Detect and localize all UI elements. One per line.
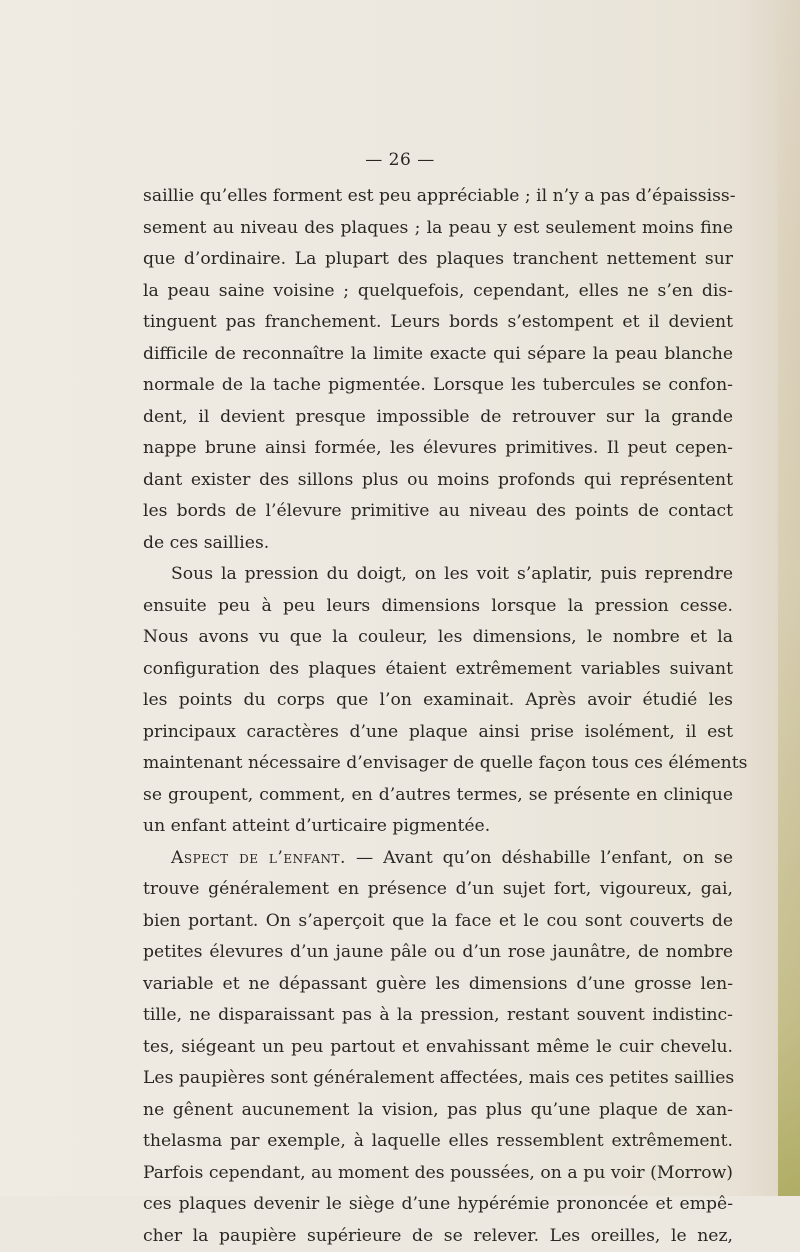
text-line: Parfois cependant, au moment des poussées, on a pu voir (Morrow)	[143, 1158, 733, 1190]
text-line: que d’ordinaire. La plupart des plaques tranchent nettement sur	[143, 244, 733, 276]
page-number: — 26 —	[0, 150, 800, 170]
text-line: de ces saillies.	[143, 528, 733, 560]
text-line: dant exister des sillons plus ou moins profonds qui représentent	[143, 465, 733, 497]
text-line: difficile de reconnaître la limite exacte qui sépare la peau blanche	[143, 339, 733, 371]
text-line: variable et ne dépassant guère les dimensions d’une grosse len-	[143, 969, 733, 1001]
text-line: cher la paupière supérieure de se relever. Les oreilles, le nez,	[143, 1221, 733, 1252]
text-line: ne gênent aucunement la vision, pas plus qu’une plaque de xan-	[143, 1095, 733, 1127]
text-line: les points du corps que l’on examinait. Après avoir étudié les	[143, 685, 733, 717]
body-text	[143, 181, 733, 1252]
text-line: ensuite peu à peu leurs dimensions lorsque la pression cesse.	[143, 591, 733, 623]
text-line: maintenant nécessaire d’envisager de quelle façon tous ces éléments	[143, 748, 733, 780]
text-line: Nous avons vu que la couleur, les dimensions, le nombre et la	[143, 622, 733, 654]
text-line: thelasma par exemple, à laquelle elles ressemblent extrêmement.	[143, 1126, 733, 1158]
text-line: ces plaques devenir le siège d’une hypérémie prononcée et empê-	[143, 1189, 733, 1221]
text-line: Les paupières sont généralement affectées, mais ces petites saillies	[143, 1063, 733, 1095]
text-line: saillie qu’elles forment est peu appréciable ; il n’y a pas d’épaississ-	[143, 181, 733, 213]
text-line: bien portant. On s’aperçoit que la face et le cou sont couverts de	[143, 906, 733, 938]
section-heading-continuation: — Avant qu’on déshabille l’enfant, on se	[346, 848, 733, 868]
text-line: principaux caractères d’une plaque ainsi prise isolément, il est	[143, 717, 733, 749]
section-heading-line	[143, 843, 733, 875]
text-line: nappe brune ainsi formée, les élevures primitives. Il peut cepen-	[143, 433, 733, 465]
text-line: se groupent, comment, en d’autres termes, se présente en clinique	[143, 780, 733, 812]
text-line: configuration des plaques étaient extrêmement variables suivant	[143, 654, 733, 686]
text-line: petites élevures d’un jaune pâle ou d’un rose jaunâtre, de nombre	[143, 937, 733, 969]
text-line: trouve généralement en présence d’un sujet fort, vigoureux, gai,	[143, 874, 733, 906]
text-line: dent, il devient presque impossible de retrouver sur la grande	[143, 402, 733, 434]
paper-edge-stain	[778, 0, 800, 1196]
text-line: tinguent pas franchement. Leurs bords s’estompent et il devient	[143, 307, 733, 339]
text-line: un enfant atteint d’urticaire pigmentée.	[143, 811, 733, 843]
text-line: tille, ne disparaissant pas à la pression, restant souvent indistinc-	[143, 1000, 733, 1032]
text-line: sement au niveau des plaques ; la peau y est seulement moins fine	[143, 213, 733, 245]
text-line: la peau saine voisine ; quelquefois, cependant, elles ne s’en dis-	[143, 276, 733, 308]
text-line: tes, siégeant un peu partout et envahissant même le cuir chevelu.	[143, 1032, 733, 1064]
text-line: les bords de l’élevure primitive au niveau des points de contact	[143, 496, 733, 528]
text-line: normale de la tache pigmentée. Lorsque les tubercules se confon-	[143, 370, 733, 402]
section-heading: Aspect de l’enfant.	[171, 848, 346, 868]
text-line: Sous la pression du doigt, on les voit s’aplatir, puis reprendre	[143, 559, 733, 591]
